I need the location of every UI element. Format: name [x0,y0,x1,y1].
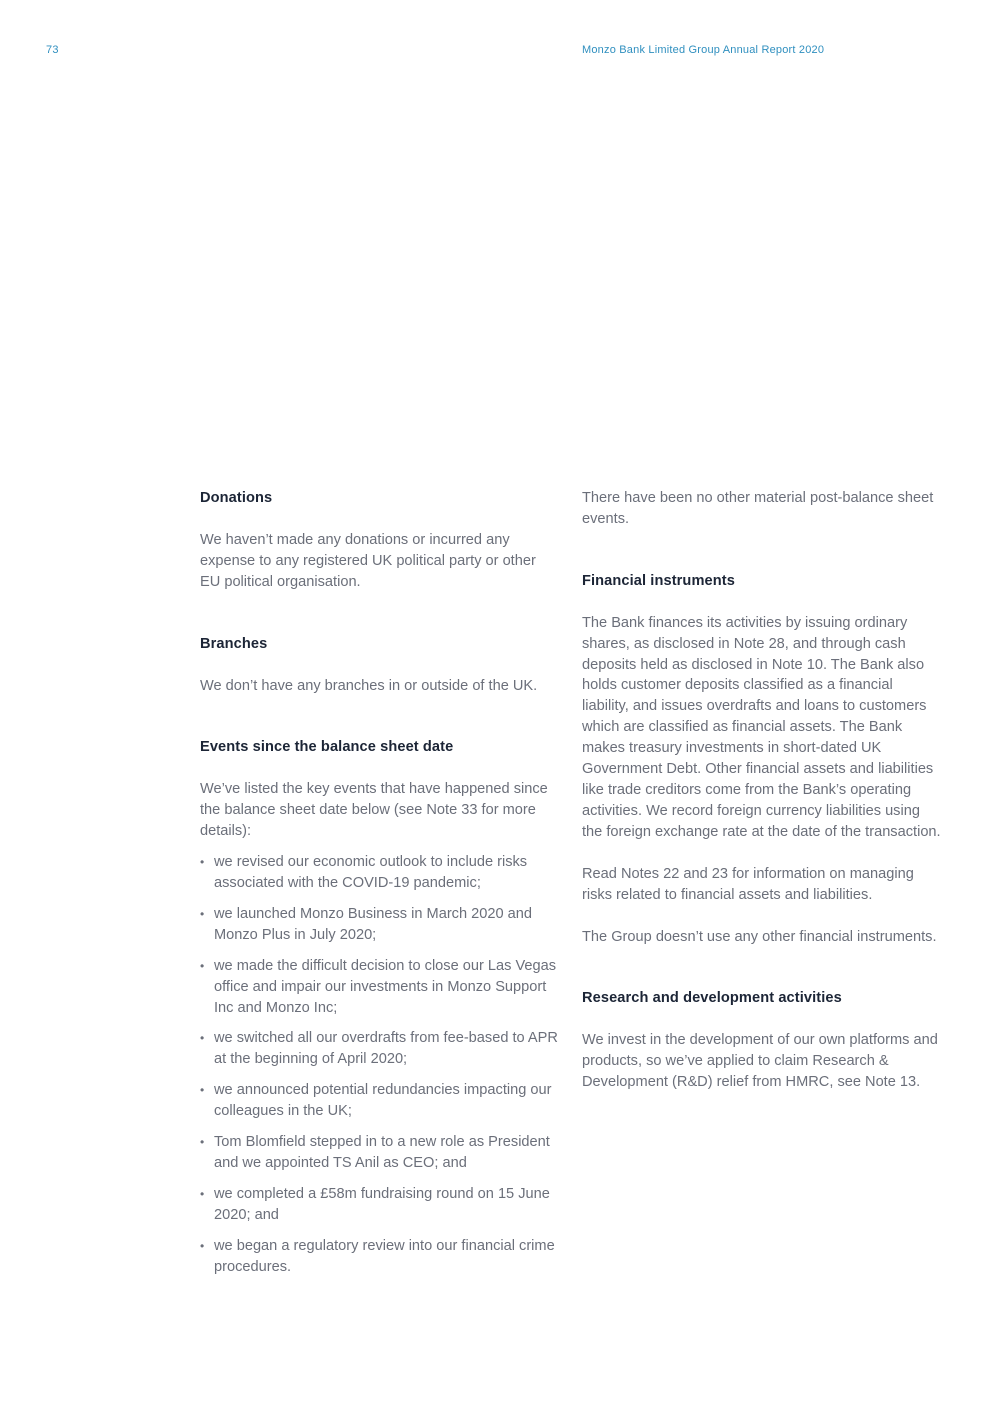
list-item [200,1184,560,1226]
list-item [200,1080,560,1122]
list-item [200,904,560,946]
list-item [200,1028,560,1070]
donations-text: We haven’t made any donations or incurred any expense to any registered UK political party or other EU political organisation. [200,531,536,590]
post-balance-text: There have been no other material post-balance sheet events. [582,490,934,527]
bullet-icon: • [200,1238,205,1253]
list-item-text: we made the difficult decision to close our Las Vegas office and impair our investments in Monzo Support Inc and Monzo Inc; [214,957,557,1016]
bullet-icon: • [200,1135,205,1150]
branches-heading: Branches [200,635,268,652]
bullet-icon: • [200,1031,205,1046]
financial-instruments-para-3: The Group doesn’t use any other financial instruments. [582,928,937,945]
financial-instruments-para-2: Read Notes 22 and 23 for information on managing risks related to financial assets and liabilities. [582,865,914,903]
list-item-text: we launched Monzo Business in March 2020 and Monzo Plus in July 2020; [214,905,533,943]
report-title: Monzo Bank Limited Group Annual Report 2020 [582,44,825,56]
financial-instruments-para-1: The Bank finances its activities by issuing ordinary shares, as disclosed in Note 28, and through cash deposits held as disclosed in Note 10. The Bank also holds customer deposits classified as a financial liability, and issues overdrafts and loans to customers which are classified as financial assets. The Bank makes treasury investments in short-dated UK Government Debt. Other financial assets and liabilities like trade creditors come from the Bank’s operating activities. We record foreign currency liabilities using the foreign exchange rate at the date of the transaction. [582,614,941,840]
bullet-icon: • [200,906,205,921]
list-item [200,852,560,894]
list-item-text: we began a regulatory review into our financial crime procedures. [214,1237,555,1275]
bullet-icon: • [200,1186,205,1201]
branches-text: We don’t have any branches in or outside of the UK. [200,677,538,694]
list-item-text: we completed a £58m fundraising round on 15 June 2020; and [214,1185,550,1223]
donations-heading: Donations [200,490,273,506]
bullet-icon: • [200,1083,205,1098]
bullet-icon: • [200,855,205,870]
list-item [200,956,560,1019]
left-column [200,488,560,1287]
events-intro: We’ve listed the key events that have happened since the balance sheet date below (see Note 33 for more details): [200,781,548,840]
research-heading: Research and development activities [582,990,842,1007]
list-item [200,1132,560,1174]
financial-instruments-heading: Financial instruments [582,572,735,589]
events-list [200,852,560,1277]
list-item-text: we announced potential redundancies impacting our colleagues in the UK; [214,1082,552,1120]
list-item [200,1236,560,1278]
events-heading: Events since the balance sheet date [200,739,454,756]
page-number: 73 [46,44,59,56]
right-column [582,488,942,1093]
list-item-text: we revised our economic outlook to include risks associated with the COVID-19 pandemic; [214,854,528,891]
research-text: We invest in the development of our own platforms and products, so we’ve applied to claim Research & Development (R&D) relief from HMRC, see Note 13. [582,1032,938,1091]
list-item-text: we switched all our overdrafts from fee-based to APR at the beginning of April 2020; [214,1030,558,1068]
list-item-text: Tom Blomfield stepped in to a new role as President and we appointed TS Anil as CEO; and [214,1134,550,1171]
bullet-icon: • [200,958,205,973]
